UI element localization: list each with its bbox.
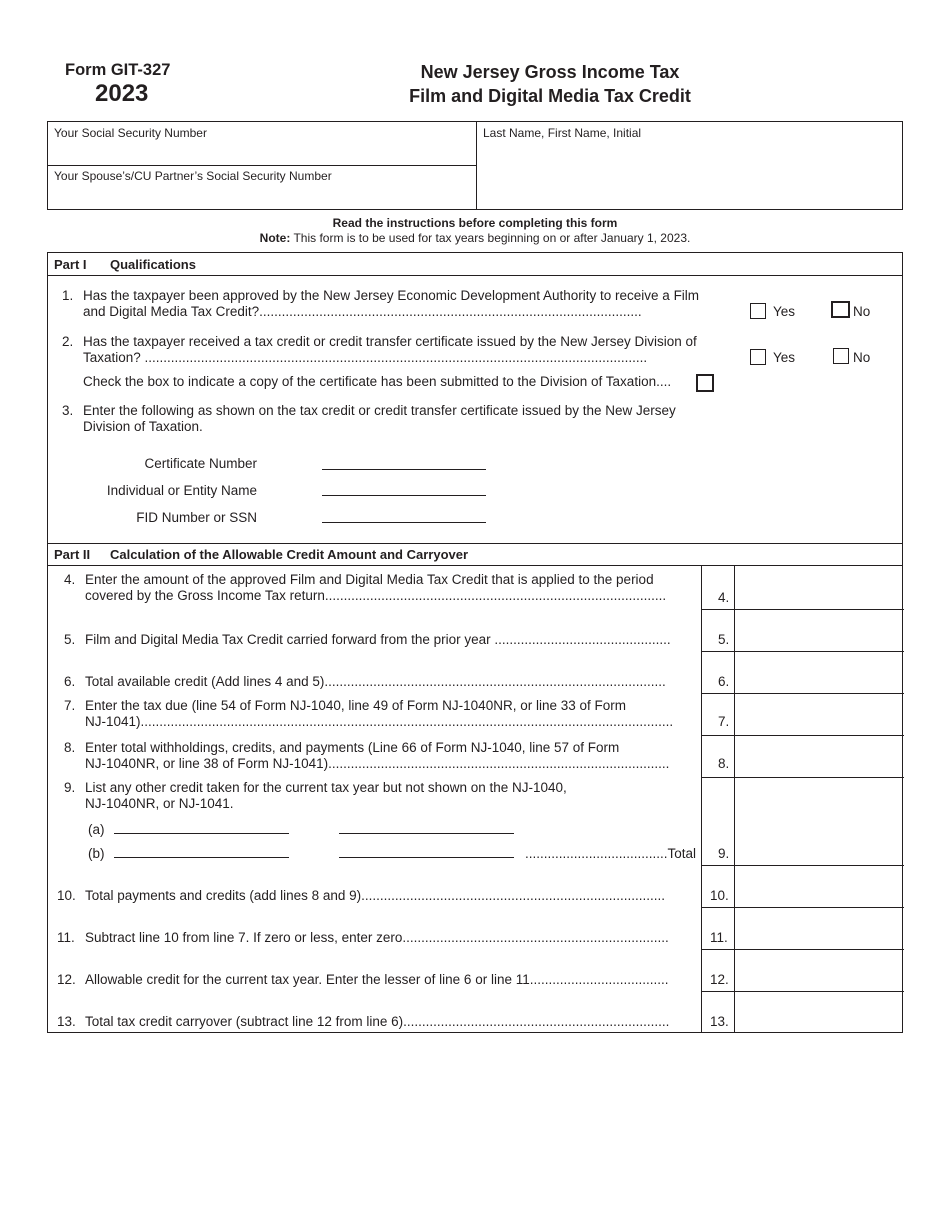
certificate-submitted-checkbox[interactable] — [696, 374, 714, 392]
line8-text — [85, 740, 692, 772]
line8-number: 8. — [64, 740, 76, 755]
line7-number: 7. — [64, 698, 76, 713]
line13-amount-field[interactable] — [735, 991, 904, 1033]
q1-line2: and Digital Media Tax Credit?...................................................................................................... — [83, 304, 642, 319]
line8-amount-field[interactable] — [735, 735, 904, 777]
q3-text — [83, 403, 723, 435]
name-field[interactable]: Last Name, First Name, Initial — [483, 126, 642, 140]
line10-number: 10. — [57, 888, 76, 903]
line10-amount-field[interactable] — [735, 865, 904, 907]
fid-ssn-input[interactable] — [322, 522, 486, 523]
line7-text-2: NJ-1041).............................................................................................................................................. — [85, 714, 674, 729]
line11-text: Subtract line 10 from line 7. If zero or less, enter zero....................................................................... — [85, 930, 669, 945]
line9-total-label: ......................................Total — [524, 846, 696, 861]
line9-box-number: 9. — [718, 846, 730, 861]
line12-text: Allowable credit for the current tax year. Enter the lesser of line 6 or line 11..................................... — [85, 972, 669, 987]
form-title-line1: New Jersey Gross Income Tax — [420, 62, 680, 82]
line9b-label: (b) — [88, 846, 105, 861]
part1-section — [47, 252, 903, 544]
part1-header — [48, 253, 902, 276]
ssn-field[interactable]: Your Social Security Number — [54, 126, 207, 140]
q3-number: 3. — [62, 403, 74, 418]
line4-text-1: Enter the amount of the approved Film and Digital Media Tax Credit that is applied to the period — [85, 572, 654, 587]
certificate-number-label: Certificate Number — [144, 456, 257, 471]
line4-text — [85, 572, 692, 604]
q1-yes-label: Yes — [773, 304, 796, 319]
note-body: This form is to be used for tax years beginning on or after January 1, 2023. — [290, 231, 691, 245]
line7-amount-field[interactable] — [735, 693, 904, 735]
line11-number: 11. — [57, 930, 75, 945]
line4-number: 4. — [64, 572, 76, 587]
q2-line1: Has the taxpayer received a tax credit or credit transfer certificate issued by the New Jersey Division of — [83, 334, 697, 349]
fid-ssn-label: FID Number or SSN — [136, 510, 257, 525]
line10-text: Total payments and credits (add lines 8 and 9)................................................................................. — [85, 888, 665, 903]
entity-name-label: Individual or Entity Name — [106, 483, 257, 498]
q2-no-checkbox[interactable] — [833, 348, 849, 364]
q2-line2: Taxation? ...................................................................................................................................... — [83, 350, 648, 365]
part1-number: Part I — [54, 257, 87, 272]
line9a-label: (a) — [88, 822, 105, 837]
line9-amount-field[interactable] — [735, 777, 904, 865]
line9a-amount-input[interactable] — [339, 833, 514, 834]
line6-box-number: 6. — [718, 674, 730, 689]
line9a-description-input[interactable] — [114, 833, 289, 834]
entity-name-input[interactable] — [322, 495, 486, 496]
line6-amount-field[interactable] — [735, 651, 904, 693]
line4-text-2: covered by the Gross Income Tax return........................................................................................... — [85, 588, 667, 603]
identification-box — [47, 121, 903, 210]
q3-line1: Enter the following as shown on the tax credit or credit transfer certificate issued by the New Jersey — [83, 403, 676, 418]
line9-text-1: List any other credit taken for the current tax year but not shown on the NJ-1040, — [85, 780, 567, 795]
id-horizontal-divider — [48, 165, 476, 166]
q3-line2: Division of Taxation. — [83, 419, 203, 434]
q2-no-label: No — [853, 350, 871, 365]
line5-box-number: 5. — [718, 632, 730, 647]
q2-number: 2. — [62, 334, 74, 349]
q2-yes-label: Yes — [773, 350, 796, 365]
line8-text-2: NJ-1040NR, or line 38 of Form NJ-1041)........................................................................................... — [85, 756, 670, 771]
part2-number: Part II — [54, 547, 91, 562]
q1-no-checkbox[interactable] — [831, 301, 850, 318]
q2-certificate-check-text: Check the box to indicate a copy of the certificate has been submitted to the Division of Taxation.... — [83, 374, 672, 389]
line9b-description-input[interactable] — [114, 857, 289, 858]
line9-text — [85, 780, 692, 812]
line5-text: Film and Digital Media Tax Credit carried forward from the prior year ............................................... — [85, 632, 671, 647]
id-vertical-divider — [476, 122, 477, 209]
line7-text — [85, 698, 692, 730]
line11-amount-field[interactable] — [735, 907, 904, 949]
line5-number: 5. — [64, 632, 76, 647]
line12-amount-field[interactable] — [735, 949, 904, 991]
line7-box-number: 7. — [718, 714, 730, 729]
line9-number: 9. — [64, 780, 76, 795]
q1-no-label: No — [853, 304, 871, 319]
q2-text — [83, 334, 723, 366]
line12-number: 12. — [57, 972, 76, 987]
q2-yes-checkbox[interactable] — [750, 349, 766, 365]
line11-box-number: 11. — [710, 930, 728, 945]
line9b-amount-input[interactable] — [339, 857, 514, 858]
line6-number: 6. — [64, 674, 76, 689]
line5-amount-field[interactable] — [735, 609, 904, 651]
part2-title: Calculation of the Allowable Credit Amount and Carryover — [110, 547, 469, 562]
part2-header — [48, 543, 902, 566]
form-title-line2: Film and Digital Media Tax Credit — [409, 86, 691, 106]
note-label: Note: — [259, 231, 291, 245]
line4-box-number: 4. — [718, 590, 730, 605]
line6-text: Total available credit (Add lines 4 and 5)........................................................................................... — [85, 674, 666, 689]
line13-box-number: 13. — [710, 1014, 729, 1029]
line8-box-number: 8. — [718, 756, 730, 771]
q1-yes-checkbox[interactable] — [750, 303, 766, 319]
line4-amount-field[interactable] — [735, 566, 904, 609]
note-text — [47, 231, 903, 245]
instructions-heading: Read the instructions before completing this form — [332, 216, 618, 230]
line13-number: 13. — [57, 1014, 76, 1029]
line12-box-number: 12. — [710, 972, 729, 987]
form-year: 2023 — [95, 80, 149, 107]
form-id: Form GIT-327 — [65, 61, 171, 79]
certificate-number-input[interactable] — [322, 469, 486, 470]
line9-text-2: NJ-1040NR, or NJ-1041. — [85, 796, 234, 811]
line8-text-1: Enter total withholdings, credits, and payments (Line 66 of Form NJ-1040, line 57 of Form — [85, 740, 620, 755]
part2-section — [47, 543, 903, 1033]
line10-box-number: 10. — [710, 888, 729, 903]
q1-number: 1. — [62, 288, 74, 303]
line13-text: Total tax credit carryover (subtract line 12 from line 6)....................................................................... — [85, 1014, 670, 1029]
q1-line1: Has the taxpayer been approved by the New Jersey Economic Development Authority to receive a Film — [83, 288, 700, 303]
line7-text-1: Enter the tax due (line 54 of Form NJ-1040, line 49 of Form NJ-1040NR, or line 33 of Form — [85, 698, 626, 713]
spouse-ssn-field[interactable]: Your Spouse’s/CU Partner’s Social Security Number — [54, 169, 332, 183]
part1-title: Qualifications — [110, 257, 196, 272]
q1-text — [83, 288, 723, 320]
